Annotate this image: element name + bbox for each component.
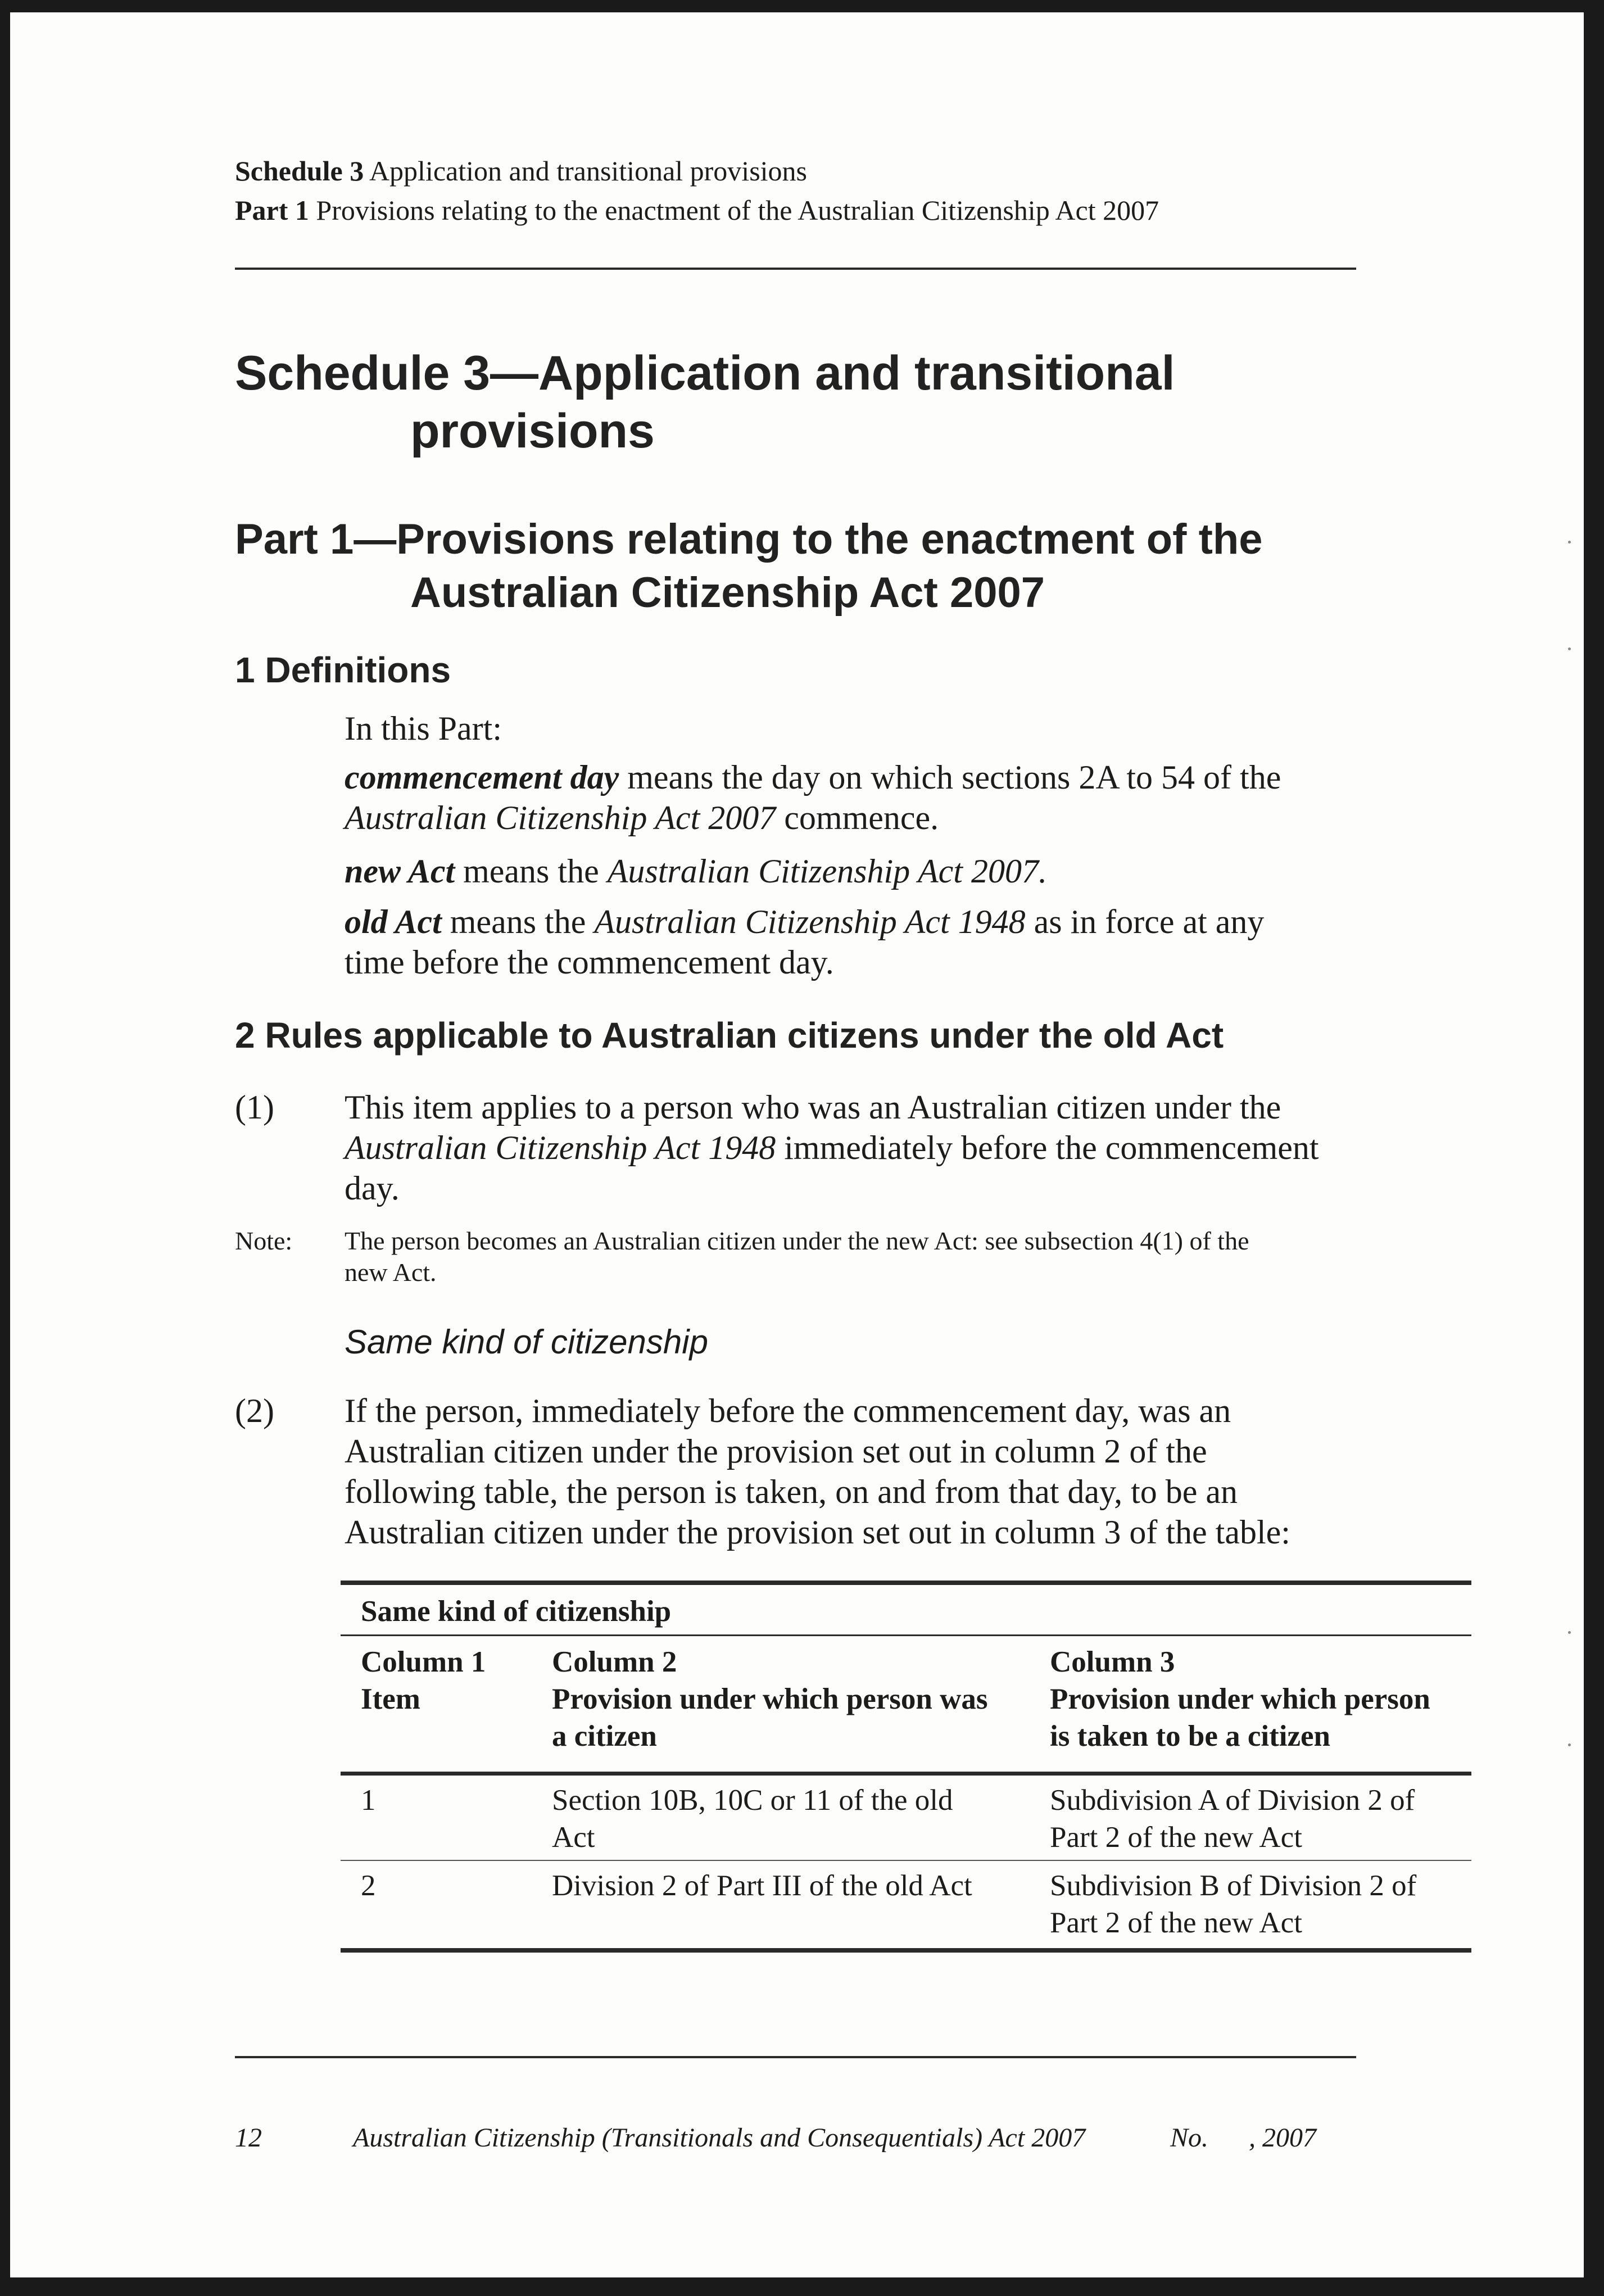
running-header-schedule-title: Application and transitional provisions — [369, 155, 808, 187]
def-text: commence. — [776, 799, 939, 836]
running-header-part-label: Part 1 — [235, 194, 309, 226]
footer-act-title: Australian Citizenship (Transitionals and Consequentials) Act 2007 — [353, 2123, 1086, 2153]
table-caption: Same kind of citizenship — [361, 1595, 672, 1628]
col2-head-line: Column 2 — [552, 1646, 677, 1678]
subsection-2-line: Australian citizen under the provision set out in column 2 of the — [345, 1433, 1207, 1470]
running-header-part — [235, 192, 1159, 228]
running-header-schedule-label: Schedule 3 — [235, 155, 364, 187]
note-label: Note: — [235, 1226, 293, 1255]
col2-head-line: Provision under which person was — [552, 1683, 988, 1715]
table-cell-line: Subdivision A of Division 2 of — [1050, 1784, 1415, 1817]
def-text: means the — [441, 903, 595, 940]
act-title: Australian Citizenship Act 1948 — [345, 1129, 776, 1166]
col3-head-line: Provision under which person — [1050, 1683, 1430, 1715]
section-1-intro: In this Part: — [345, 710, 502, 747]
schedule-heading-line1: Schedule 3—Application and transitional — [235, 346, 1175, 400]
act-title: Australian Citizenship Act 2007. — [607, 853, 1047, 890]
part-heading-line1: Part 1—Provisions relating to the enactment of the — [235, 515, 1263, 563]
note-text — [345, 1225, 1356, 1288]
table-cell-line: Part 2 of the new Act — [1050, 1821, 1302, 1854]
subsection-1-number: (1) — [235, 1089, 274, 1126]
running-header-part-title: Provisions relating to the enactment of the Australian Citizenship Act 2007 — [316, 194, 1159, 226]
table-bottom-rule — [341, 1948, 1471, 1953]
footer-page-number: 12 — [235, 2123, 262, 2153]
definition-new-act — [345, 851, 1047, 891]
note-line: The person becomes an Australian citizen under the new Act: see subsection 4(1) of the — [345, 1226, 1249, 1255]
table-row-1-item: 1 — [361, 1784, 376, 1817]
table-col1-head — [361, 1643, 486, 1718]
subsection-2-number: (2) — [235, 1392, 274, 1429]
subsection-1-line: immediately before the commencement — [776, 1129, 1319, 1166]
table-row-1-col3 — [1050, 1782, 1415, 1856]
table-cell-line: Section 10B, 10C or 11 of the old — [552, 1784, 953, 1817]
document-page — [10, 12, 1584, 2277]
def-text: as in force at any — [1025, 903, 1265, 940]
act-title: Australian Citizenship Act 2007 — [345, 799, 776, 836]
table-row-2-item: 2 — [361, 1869, 376, 1902]
col1-head-line: Column 1 — [361, 1646, 486, 1678]
part-heading-line2: Australian Citizenship Act 2007 — [410, 569, 1045, 617]
table-cell-line: Part 2 of the new Act — [1050, 1906, 1302, 1939]
table-col2-head — [552, 1643, 988, 1755]
definition-old-act — [345, 902, 1356, 982]
scan-speck — [1568, 541, 1571, 544]
table-top-rule — [341, 1581, 1471, 1585]
subsection-2-line: If the person, immediately before the commencement day, was an — [345, 1392, 1231, 1429]
subsection-2-line: Australian citizen under the provision set out in column 3 of the table: — [345, 1514, 1290, 1551]
table-col3-head — [1050, 1643, 1430, 1755]
table-row-rule — [341, 1860, 1471, 1861]
table-cell-line: Division 2 of Part III of the old Act — [552, 1869, 972, 1902]
table-row-2-col2 — [552, 1867, 972, 1904]
section-2-heading: 2 Rules applicable to Australian citizens under the old Act — [235, 1015, 1224, 1056]
section-1-heading: 1 Definitions — [235, 650, 451, 690]
def-term-old-act: old Act — [345, 903, 442, 940]
col3-head-line: Column 3 — [1050, 1646, 1175, 1678]
table-header-rule — [341, 1772, 1471, 1776]
citizenship-table — [341, 1581, 1471, 1974]
table-row-2-col3 — [1050, 1867, 1416, 1941]
subheading-same-kind: Same kind of citizenship — [345, 1323, 708, 1361]
table-cell-line: Subdivision B of Division 2 of — [1050, 1869, 1417, 1902]
footer-act-number: No. , 2007 — [1170, 2123, 1317, 2153]
schedule-heading-line2: provisions — [410, 404, 655, 458]
act-title: Australian Citizenship Act 1948 — [594, 903, 1026, 940]
subsection-1-line: This item applies to a person who was an Australian citizen under the — [345, 1089, 1281, 1126]
note-line: new Act. — [345, 1258, 437, 1287]
def-text: time before the commencement day. — [345, 944, 834, 981]
subsection-2-line: following table, the person is taken, on and from that day, to be an — [345, 1473, 1238, 1510]
col1-head-line: Item — [361, 1683, 420, 1715]
subsection-1-line: day. — [345, 1170, 400, 1207]
def-term-commencement-day: commencement day — [345, 759, 619, 796]
definition-commencement-day — [345, 757, 1356, 838]
def-text: means the — [455, 853, 608, 890]
subsection-2-text — [345, 1391, 1356, 1552]
scan-speck — [1568, 647, 1571, 650]
scan-speck — [1568, 1743, 1571, 1746]
def-text: means the day on which sections 2A to 54 of the — [619, 759, 1281, 796]
footer-rule — [235, 2056, 1356, 2058]
running-header-schedule — [235, 153, 807, 189]
col3-head-line: is taken to be a citizen — [1050, 1720, 1331, 1752]
subsection-1-text — [345, 1087, 1356, 1208]
table-row-1-col2 — [552, 1782, 953, 1856]
def-term-new-act: new Act — [345, 853, 455, 890]
table-caption-rule — [341, 1634, 1471, 1636]
header-rule — [235, 268, 1356, 270]
table-cell-line: Act — [552, 1821, 595, 1854]
scan-speck — [1568, 1631, 1571, 1634]
col2-head-line: a citizen — [552, 1720, 657, 1752]
